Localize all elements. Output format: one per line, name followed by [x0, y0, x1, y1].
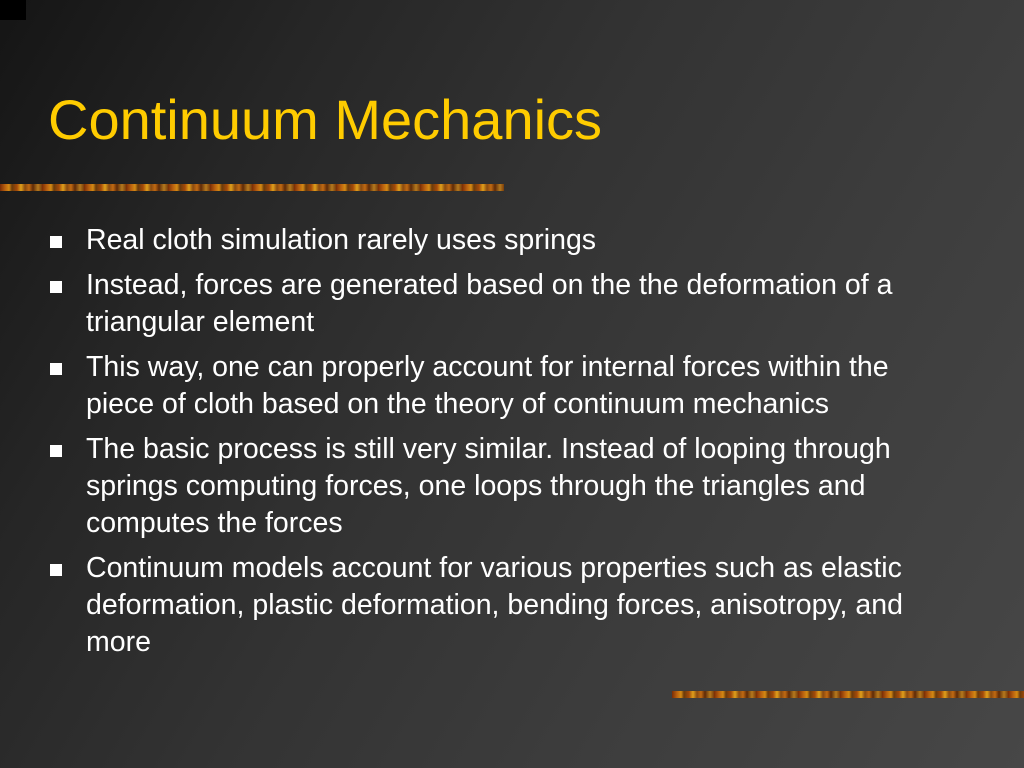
square-bullet-icon [50, 564, 62, 576]
bullet-item [46, 550, 956, 661]
square-bullet-icon [50, 445, 62, 457]
corner-mark [0, 0, 26, 20]
bullet-text: Instead, forces are generated based on the the deformation of a triangular element [86, 269, 893, 338]
square-bullet-icon [50, 363, 62, 375]
bullet-item [46, 349, 956, 423]
title-divider [0, 184, 504, 191]
slide-title: Continuum Mechanics [48, 88, 603, 151]
bullet-text: Real cloth simulation rarely uses springs [86, 224, 597, 256]
bullet-text: The basic process is still very similar. Instead of looping through springs computing forces, one loops through the triangles and computes the forces [86, 433, 891, 539]
bullet-item [46, 267, 956, 341]
square-bullet-icon [50, 236, 62, 248]
bullet-list [46, 222, 956, 669]
square-bullet-icon [50, 281, 62, 293]
bullet-item [46, 222, 956, 259]
bullet-text: This way, one can properly account for internal forces within the piece of cloth based on the theory of continuum mechanics [86, 351, 889, 420]
footer-divider [672, 691, 1024, 698]
bullet-item [46, 431, 956, 542]
bullet-text: Continuum models account for various properties such as elastic deformation, plastic deformation, bending forces, anisotropy, and more [86, 552, 903, 658]
